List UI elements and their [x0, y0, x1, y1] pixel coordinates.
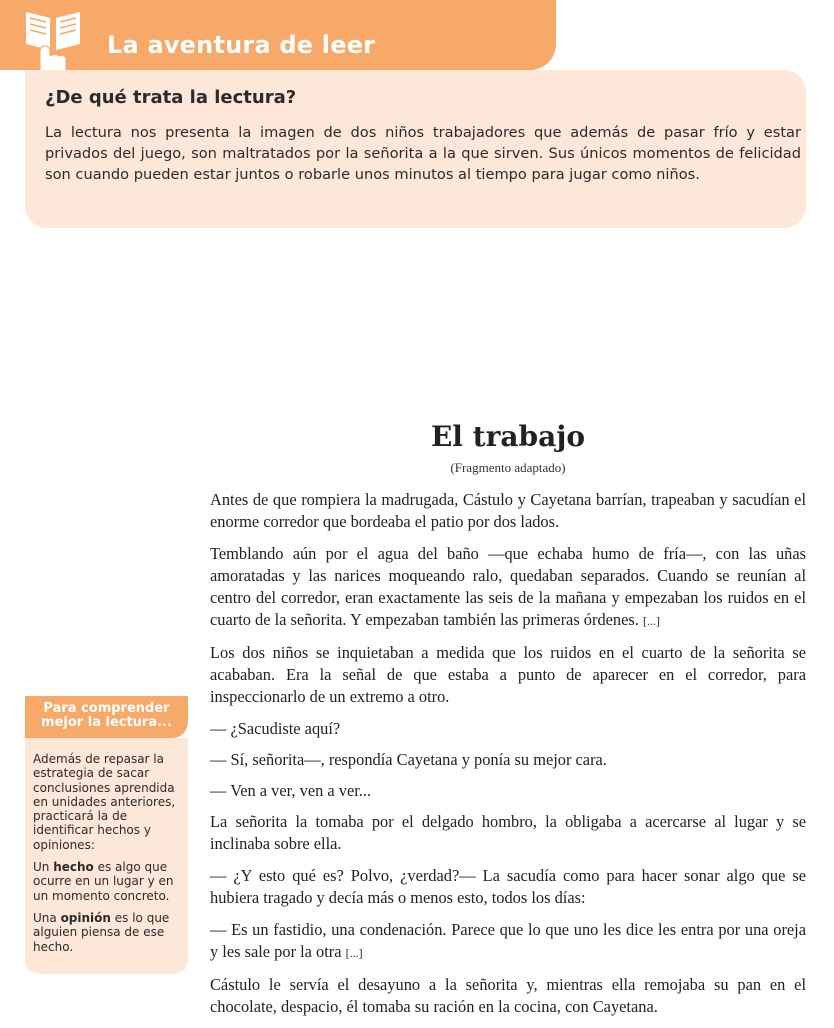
- omission-mark: [...]: [345, 946, 363, 960]
- dialog-line: — ¿Sacudiste aquí?: [210, 719, 341, 738]
- story-body: [210, 489, 806, 1028]
- dialog-line: — Ven a ver, ven a ver...: [210, 781, 372, 800]
- tip-opinion: Una opinión es lo que alguien piensa de ese hecho.: [33, 910, 170, 954]
- tip-header: Para comprender mejor la lectura...: [25, 696, 188, 738]
- summary-panel: [25, 70, 806, 228]
- summary-text: La lectura nos presenta la imagen de dos niños trabajadores que además de pasar frío y estar privados del juego, son maltratados por la señorita a la que sirven. Sus únicos momentos de felicidad son cuando pueden estar juntos o robarle unos minutos al tiempo para jugar como niños.: [45, 124, 801, 183]
- tip-panel: [25, 738, 188, 974]
- tip-intro: Además de repasar la estrategia de sacar conclusiones aprendida en unidades anteriores, practicará la de identificar hechos y opiniones:: [33, 752, 176, 852]
- story-paragraph: — ¿Y esto qué es? Polvo, ¿verdad?— La sacudía como para hacer sonar algo que se hubiera tragado y decía más o menos esto, todos los días:: [210, 866, 806, 907]
- story-paragraph: La señorita la tomaba por el delgado hombro, la obligaba a acercarse al lugar y se inclinaba sobre ella.: [210, 812, 806, 853]
- banner-title: La aventura de leer: [107, 31, 376, 59]
- story-paragraph: Antes de que rompiera la madrugada, Cástulo y Cayetana barrían, trapeaban y sacudían el enorme corredor que bordeaba el patio por dos lados.: [210, 490, 806, 531]
- dialog-line: — Sí, señorita—, respondía Cayetana y ponía su mejor cara.: [210, 750, 607, 769]
- section-banner: [0, 0, 556, 70]
- story-paragraph: Temblando aún por el agua del baño —que echaba humo de fría—, con las uñas amoratadas y las narices moqueando ralo, quedaban separados. Cuando se reunían al centro del corredor, eran exactamente las seis de la mañana y empezaban los ruidos en el cuarto de la señorita. Y empezaban también las primeras órdenes. [...]: [210, 544, 806, 629]
- omission-mark: [...]: [642, 614, 660, 628]
- story-paragraph: Cástulo le servía el desayuno a la señorita y, mientras ella remojaba su pan en el chocolate, despacio, él tomaba su ración en la cocina, con Cayetana.: [210, 975, 806, 1016]
- summary-title: ¿De qué trata la lectura?: [45, 87, 297, 108]
- tip-hecho: Un hecho es algo que ocurre en un lugar y en un momento concreto.: [33, 860, 174, 903]
- story-title: El trabajo: [430, 420, 586, 453]
- story-paragraph: Los dos niños se inquietaban a medida que los ruidos en el cuarto de la señorita se acababan. Era la señal de que estaba a punto de aparecer en el corredor, para inspeccionarlo de un extremo a otro.: [210, 643, 806, 706]
- story-subtitle: (Fragmento adaptado): [450, 460, 566, 475]
- open-book-hand-icon: [22, 6, 84, 72]
- story-paragraph: — Es un fastidio, una condenación. Parece que lo que uno les dice les entra por una oreja y les sale por la otra [...]: [210, 920, 806, 961]
